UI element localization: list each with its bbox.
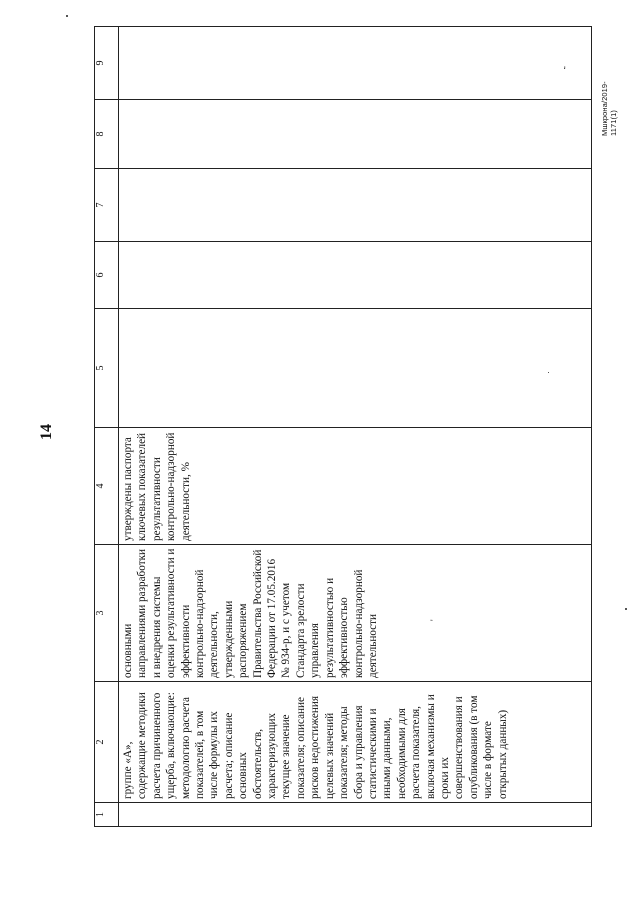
table-cell [119,309,592,428]
rotated-table [94,27,592,827]
table-cell [119,682,592,803]
scan-artifact [625,608,627,610]
table-cell [119,169,592,242]
table-row [119,27,592,827]
scan-artifact [66,15,68,17]
cell-mark: - [559,66,569,69]
table-cell [119,242,592,309]
table-cell [119,545,592,682]
column-header: 9 [95,27,119,100]
cell-text: утверждены паспорта ключевых показателей результативности контрольно-надзорной деятельности, % [122,432,192,541]
cell-mark: ' [429,619,439,621]
column-header: 7 [95,169,119,242]
column-header: 5 [95,309,119,428]
cell-text: основными направлениями разработки и внедрения системы оценки результативности и эффективности контрольно-надзорной деятельности, утвержденными распоряжением Правительства Российской Федерации от 17.05.2016 № 934-р, и с учетом Стандарта зрелости управления результативностью и эффективностью контрольно-надзорной деятельности [122,548,379,678]
table-cell [119,803,592,827]
cell-text: группе «А», содержащие методики расчета причиненного ущерба, включающие: методологию расчета показателей, в том числе формулы их расчета; описание основных обстоятельств, характеризующих текущее значение показателя; описание рисков недостижения целевых значений показателя; методы сбора и управления статистическими и иными данными, необходимыми для расчета показателя, включая механизмы и сроки их совершенствования и опубликования (в том числе в формате открытых данных) [122,692,509,799]
column-header: 8 [95,100,119,169]
table-cell [119,100,592,169]
header-row [95,27,119,827]
column-header: 4 [95,428,119,545]
data-table [94,26,592,827]
column-header: 6 [95,242,119,309]
column-header: 1 [95,803,119,827]
table-cell [119,27,592,100]
document-code: Мшкрона/2019-1171(1) [600,81,618,136]
page-number: 14 [38,424,55,440]
column-header: 3 [95,545,119,682]
column-header: 2 [95,682,119,803]
table-cell [119,428,592,545]
